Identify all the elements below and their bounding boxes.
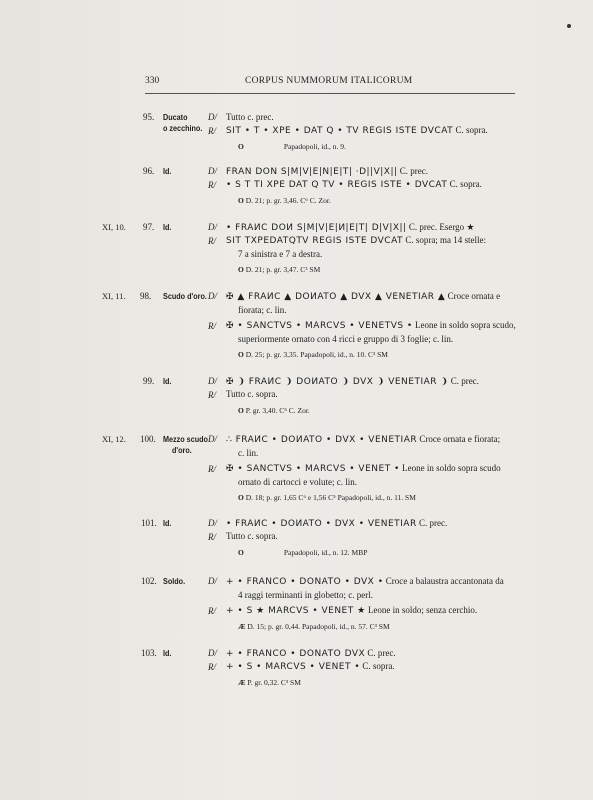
reverse-line — [226, 463, 501, 474]
reverse-desc: C. sopra. — [455, 125, 488, 135]
reference-line — [238, 406, 310, 415]
references: D. 15; p. gr. 0,44. Papadopoli, id., n. 57. C³ SM — [247, 622, 390, 631]
header-rule — [145, 93, 515, 94]
obverse-legend: • FRAИC DOИ S|M|V|E|И|E|T| D|V|X|| — [226, 223, 407, 233]
obverse-desc: Croce a balaustra accantonata da — [385, 576, 504, 586]
obverse-desc: Croce ornata e fiorata; — [419, 434, 501, 444]
reverse-legend: SIT TXPEDATQTV REGIS ISTE DVCAT — [226, 236, 404, 246]
reverse-desc: C. sopra. — [362, 661, 395, 671]
obverse-desc-cont: c. lin. — [238, 448, 259, 458]
reverse-line — [226, 125, 488, 136]
obverse-mark: D/ — [208, 376, 217, 386]
references: P. gr. 3,40. C⁵ C. Zor. — [245, 406, 310, 415]
obverse-desc: C. prec. — [450, 376, 479, 386]
reference-line — [238, 548, 367, 557]
reverse-mark: R/ — [208, 606, 216, 616]
obverse-line — [226, 376, 479, 387]
plate-reference: XI, 10. — [102, 222, 126, 232]
denomination: Scudo d'oro. — [163, 291, 207, 301]
denomination: Id. — [163, 222, 172, 232]
denomination: Id. — [163, 648, 172, 658]
entry-number: 99. — [143, 376, 155, 386]
obverse-line — [226, 166, 428, 177]
reverse-desc-cont: superiormente ornato con 4 ricci e gruppo di 3 foglie; c. lin. — [238, 334, 454, 344]
reverse-legend: • S T TI XPE DAT Q TV • REGIS ISTE • DVCAT — [226, 180, 448, 190]
entry-number: 97. — [143, 222, 155, 232]
obverse-legend: + • FRANCO • DONATO • DVX • — [226, 577, 384, 587]
obverse-line — [226, 222, 474, 233]
reference-line — [238, 350, 388, 359]
reference-line — [238, 622, 390, 631]
reverse-legend: SIT • T • XPE • DAT Q • TV REGIS ISTE DVCAT — [226, 126, 454, 136]
obverse-legend: • FRAИC • DOИATO • DVX • VENETIAR — [226, 519, 417, 529]
denomination: Mezzo scudo — [163, 434, 208, 444]
denomination-line-2: o zecchino. — [163, 123, 203, 133]
reference-line — [238, 142, 346, 151]
obverse-mark: D/ — [208, 518, 217, 528]
entry-number: 95. — [143, 112, 155, 122]
obverse-text: Tutto c. prec. — [226, 112, 274, 122]
references: Papadopoli, id., n. 9. — [283, 142, 346, 151]
obverse-legend: ∴ FRAИC • DOИATO • DVX • VENETIAR — [226, 435, 418, 445]
obverse-legend: + • FRANCO • DONATO DVX — [226, 649, 366, 659]
reverse-mark: R/ — [208, 126, 216, 136]
obverse-mark: D/ — [208, 112, 217, 122]
metal-mark: O — [238, 493, 244, 502]
reverse-line — [226, 235, 486, 246]
reverse-desc: Leone in soldo sopra scudo, — [414, 320, 516, 330]
reverse-legend: + • S • MARCVS • VENET • — [226, 662, 361, 672]
denomination: Id. — [163, 376, 172, 386]
obverse-legend: ✠ ❩ FRAИC ❩ DOИATO ❩ DVX ❩ VENETIAR ❩ — [226, 377, 449, 387]
reverse-mark: R/ — [208, 464, 216, 474]
page-number: 330 — [145, 76, 160, 86]
denomination: Id. — [163, 166, 172, 176]
metal-mark: O — [238, 350, 244, 359]
metal-mark: O — [238, 548, 244, 557]
reverse-desc: C. sopra; ma 14 stelle: — [405, 235, 487, 245]
denomination: Soldo. — [163, 576, 186, 586]
reverse-desc: Leone in soldo sopra scudo — [402, 463, 501, 473]
obverse-desc: C. prec. — [399, 166, 429, 176]
metal-mark: Æ — [238, 622, 246, 631]
reverse-text: Tutto c. sopra. — [226, 531, 278, 541]
entry-number: 100. — [140, 434, 156, 444]
reverse-legend: + • S ★ MARCVS • VENET ★ — [226, 606, 366, 616]
obverse-mark: D/ — [208, 648, 217, 658]
metal-mark: Æ — [238, 678, 246, 687]
reverse-line — [226, 661, 395, 672]
entry-number: 96. — [143, 166, 155, 176]
reverse-line — [226, 179, 482, 190]
denomination: Ducato — [163, 112, 188, 122]
obverse-desc-cont: 4 raggi terminanti in globetto; c. perl. — [238, 590, 373, 600]
metal-mark: O — [238, 265, 244, 274]
plate-reference: XI, 11. — [102, 291, 126, 301]
obverse-desc-cont: fiorata; c. lin. — [238, 305, 287, 315]
reverse-desc-cont: 7 a sinistra e 7 a destra. — [238, 249, 323, 259]
obverse-line — [226, 576, 504, 587]
obverse-legend: FRAN DON S|M|V|E|N|E|T| ·D||V|X|| — [226, 167, 398, 177]
reference-line — [238, 493, 416, 502]
entry-number: 98. — [140, 291, 152, 301]
entry-number: 101. — [141, 518, 157, 528]
reverse-mark: R/ — [208, 390, 216, 400]
obverse-mark: D/ — [208, 166, 217, 176]
reverse-mark: R/ — [208, 532, 216, 542]
obverse-mark: D/ — [208, 434, 217, 444]
references: D. 21; p. gr. 3,47. C³ SM — [245, 265, 321, 274]
obverse-legend: ✠ ▲ FRAИC ▲ DOИATO ▲ DVX ▲ VENETIAR ▲ — [226, 292, 446, 302]
obverse-desc: C. prec. Esergo ★ — [408, 222, 475, 232]
denomination-line-2: d'oro. — [172, 445, 192, 455]
obverse-line — [226, 434, 500, 445]
reverse-text: Tutto c. sopra. — [226, 389, 278, 399]
metal-mark: O — [238, 196, 244, 205]
reverse-desc: C. sopra. — [449, 179, 482, 189]
running-title: CORPUS NUMMORUM ITALICORUM — [245, 76, 413, 86]
obverse-desc: C. prec. — [418, 518, 448, 528]
references: D. 25; p. gr. 3,35. Papadopoli, id., n. 10. C³ SM — [245, 350, 388, 359]
reverse-desc: Leone in soldo; senza cerchio. — [367, 605, 478, 615]
reference-line — [238, 196, 331, 205]
reverse-mark: R/ — [208, 236, 216, 246]
references: P. gr. 0,32. C³ SM — [247, 678, 301, 687]
reference-line — [238, 678, 301, 687]
obverse-line — [226, 648, 396, 659]
denomination: Id. — [163, 518, 172, 528]
reverse-line — [226, 605, 477, 616]
references: Papadopoli, id., n. 12. MBP — [283, 548, 368, 557]
reverse-mark: R/ — [208, 662, 216, 672]
reference-line — [238, 265, 320, 274]
obverse-mark: D/ — [208, 222, 217, 232]
references: D. 18; p. gr. 1,65 C⁶ e 1,56 C⁵ Papadopoli, id., n. 11. SM — [245, 493, 416, 502]
obverse-line — [226, 291, 500, 302]
metal-mark: O — [238, 142, 244, 151]
obverse-desc: C. prec. — [367, 648, 396, 658]
obverse-mark: D/ — [208, 576, 217, 586]
reverse-desc-cont: ornato di cartocci e volute; c. lin. — [238, 477, 357, 487]
entry-number: 102. — [141, 576, 157, 586]
obverse-line — [226, 518, 447, 529]
reverse-legend: ✠ • SANCTVS • MARCVS • VENETVS • — [226, 321, 413, 331]
ink-dot — [567, 24, 571, 28]
reverse-line — [226, 320, 516, 331]
obverse-desc: Croce ornata e — [447, 291, 501, 301]
obverse-mark: D/ — [208, 291, 217, 301]
entry-number: 103. — [141, 648, 157, 658]
metal-mark: O — [238, 406, 244, 415]
reverse-mark: R/ — [208, 180, 216, 190]
reverse-mark: R/ — [208, 321, 216, 331]
references: D. 21; p. gr. 3,46. C⁶ C. Zor. — [245, 196, 331, 205]
reverse-legend: ✠ • SANCTVS • MARCVS • VENET • — [226, 464, 400, 474]
plate-reference: XI, 12. — [102, 434, 126, 444]
